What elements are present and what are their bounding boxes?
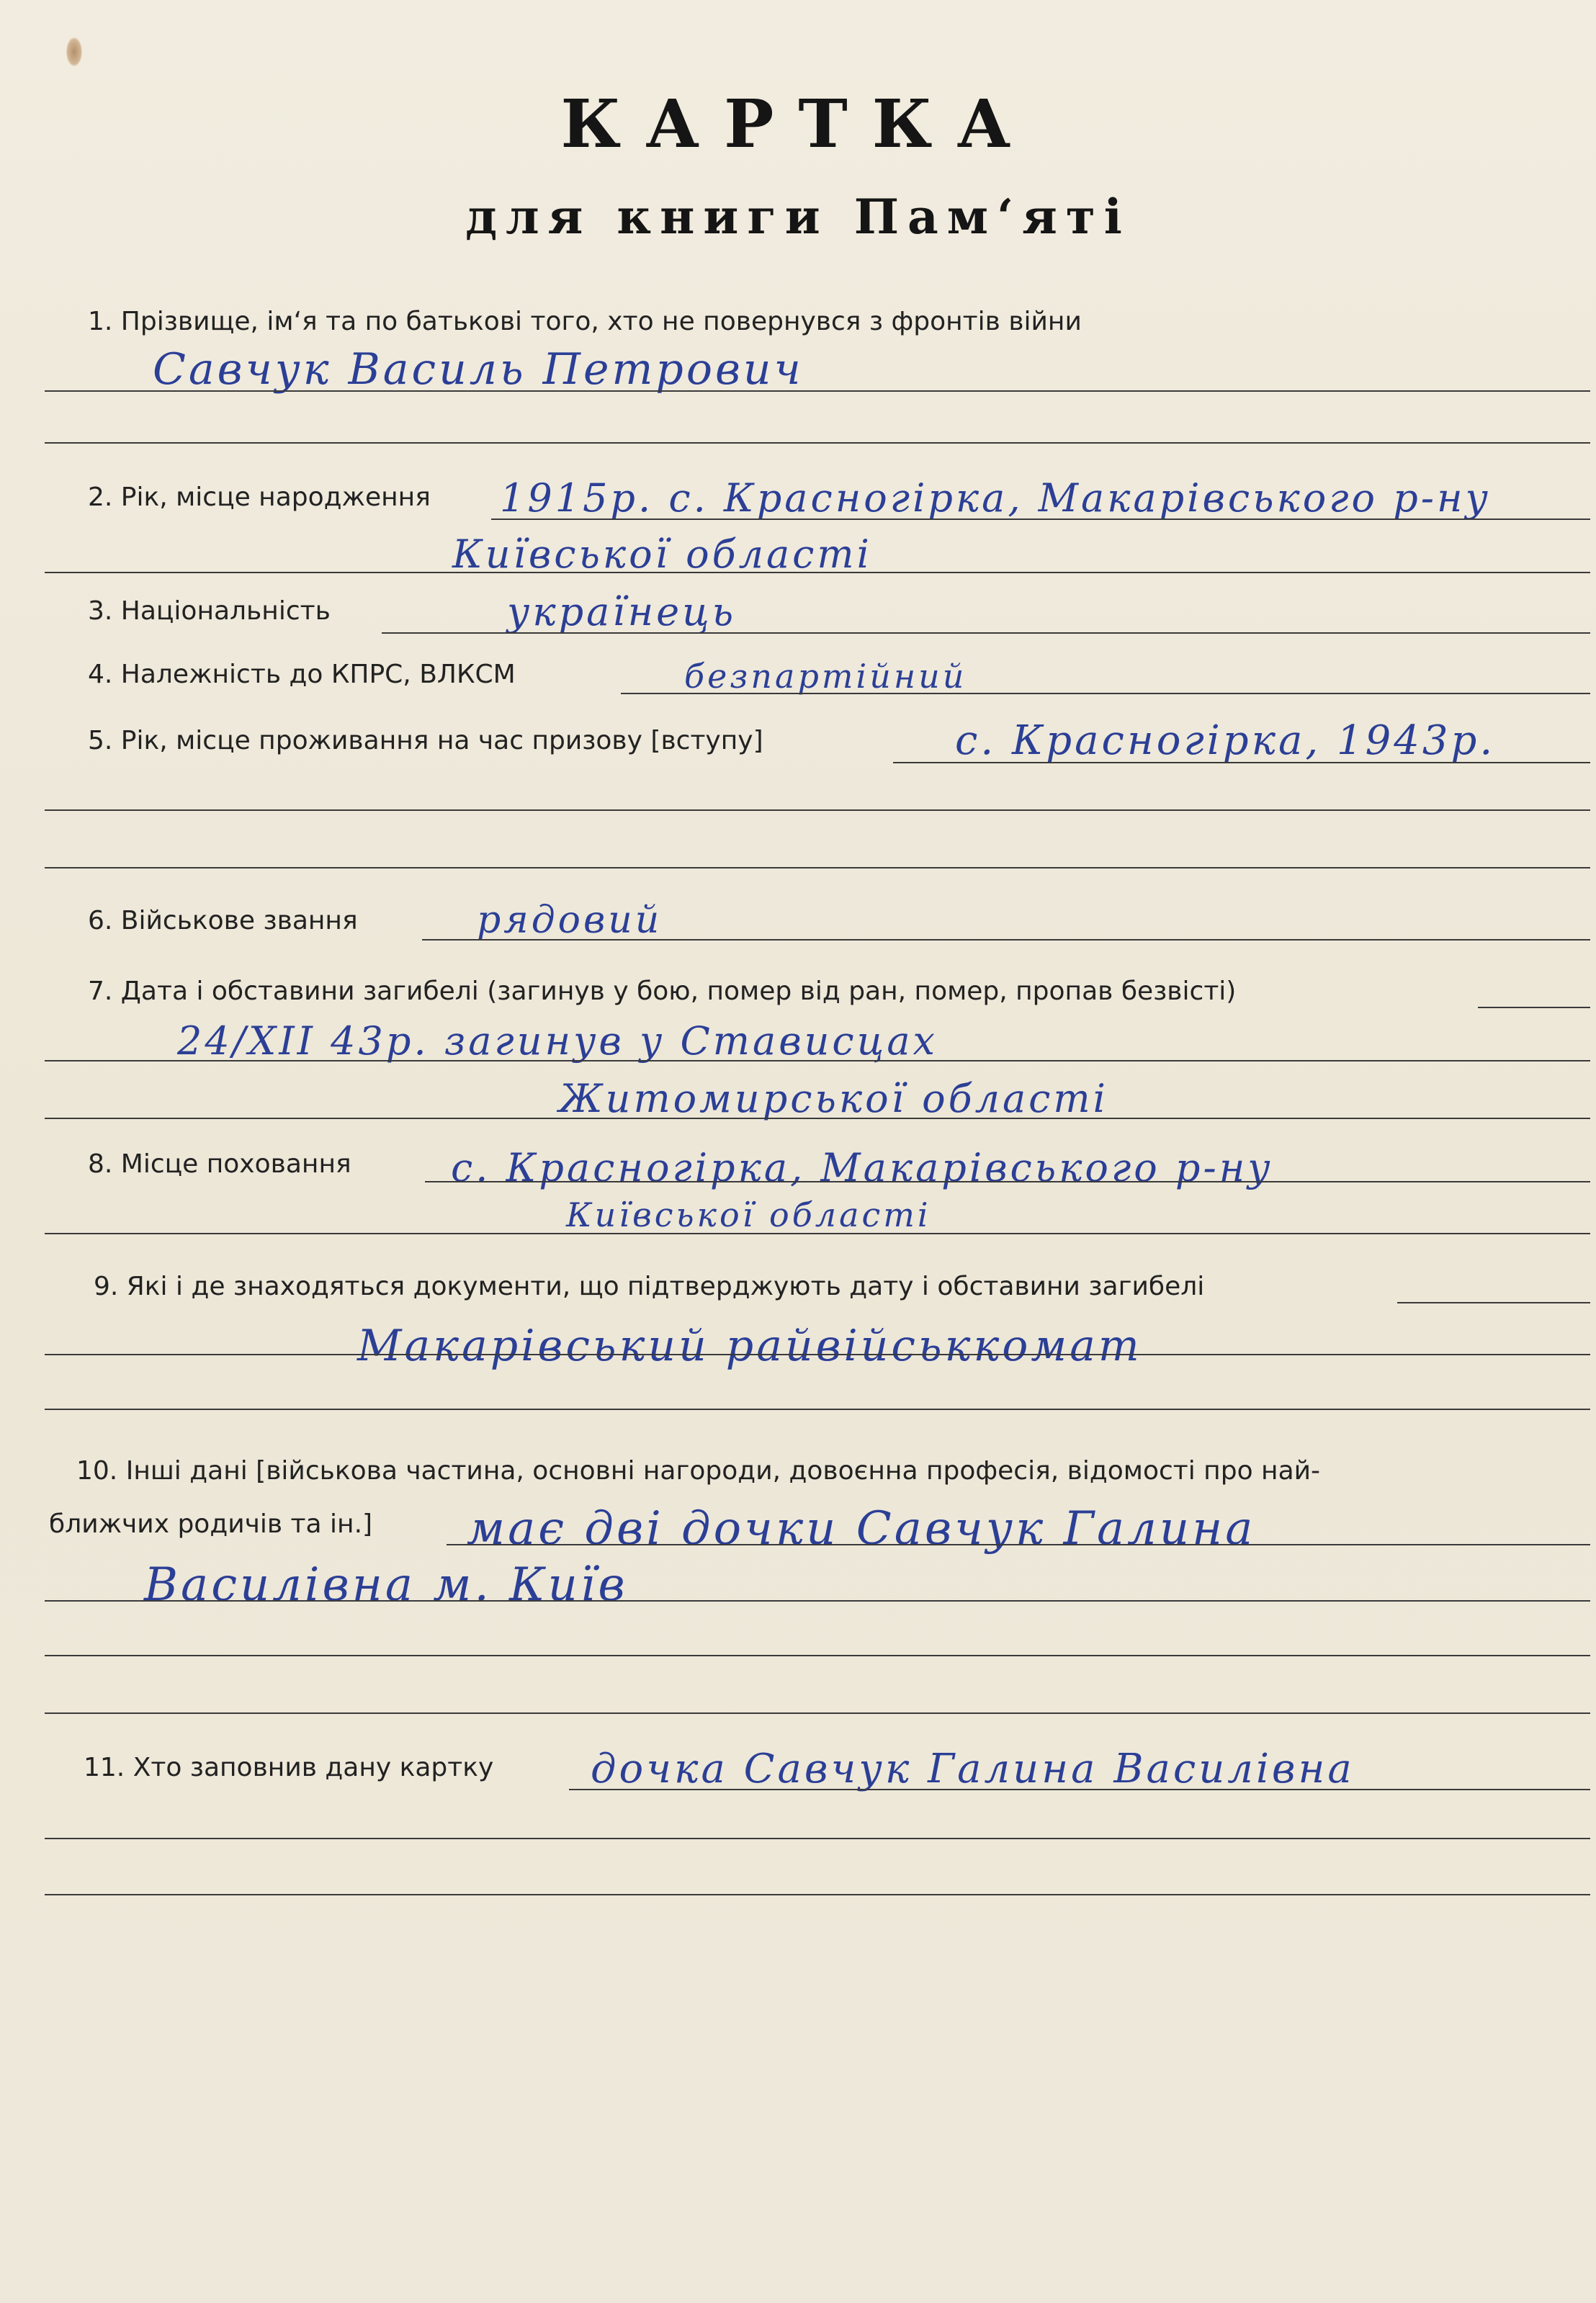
field-5-line-3	[45, 867, 1590, 868]
field-11-value: дочка Савчук Галина Василівна	[591, 1746, 1355, 1792]
field-11-line-2	[45, 1838, 1590, 1839]
field-3-line	[382, 632, 1590, 634]
field-10-line-2	[45, 1600, 1590, 1602]
field-7-line-3	[45, 1118, 1590, 1119]
field-6-label: 6. Військове звання	[88, 906, 358, 935]
field-11-line-3	[45, 1894, 1590, 1895]
field-10-line-3	[45, 1655, 1590, 1656]
field-2-value-2: Київської області	[452, 531, 872, 577]
field-7-line-2	[45, 1060, 1590, 1061]
field-1-line-1	[45, 390, 1590, 392]
field-5-value: с. Красногірка, 1943р.	[955, 717, 1496, 764]
field-9-line-1	[1397, 1302, 1590, 1303]
card-subtitle: для книги Пам‘яті	[465, 189, 1131, 245]
field-1-label: 1. Прізвище, ім‘я та по батькові того, хто не повернувся з фронтів війни	[88, 307, 1082, 336]
field-5-line-2	[45, 809, 1590, 811]
field-9-line-2	[45, 1354, 1590, 1355]
field-9-line-3	[45, 1409, 1590, 1410]
field-4-line	[621, 693, 1590, 694]
field-3-value: українець	[507, 589, 737, 634]
field-2-line-1	[491, 518, 1590, 520]
field-7-value-1: 24/XII 43р. загинув у Стависцах	[177, 1018, 938, 1064]
field-8-label: 8. Місце поховання	[88, 1149, 351, 1179]
field-3-label: 3. Національність	[88, 596, 331, 626]
field-10-line-1	[447, 1544, 1590, 1545]
field-11-line-1	[569, 1789, 1590, 1790]
field-2-value-1: 1915р. с. Красногірка, Макарівського р-ну	[500, 475, 1491, 521]
field-8-line-1	[425, 1181, 1590, 1182]
field-6-value: рядовий	[477, 899, 663, 942]
field-7-value-2: Житомирської області	[559, 1076, 1108, 1121]
field-2-label: 2. Рік, місце народження	[88, 482, 431, 512]
field-11-label: 11. Хто заповнив дану картку	[84, 1753, 494, 1782]
field-10-label-2: ближчих родичів та ін.]	[49, 1509, 373, 1539]
field-8-line-2	[45, 1233, 1590, 1234]
field-10-value-2: Василівна м. Київ	[144, 1558, 628, 1612]
field-8-value-2: Київської області	[566, 1195, 931, 1234]
field-4-value: безпартійний	[684, 657, 967, 696]
field-10-line-4	[45, 1712, 1590, 1714]
field-2-line-2	[45, 572, 1590, 573]
card-title: КАРТКА	[560, 85, 1036, 163]
field-9-label: 9. Які і де знаходяться документи, що підтверджують дату і обставини загибелі	[94, 1272, 1205, 1301]
field-10-value-1: має дві дочки Савчук Галина	[467, 1502, 1256, 1555]
field-7-label: 7. Дата і обставини загибелі (загинув у бою, помер від ран, помер, пропав безвісті)	[88, 977, 1237, 1006]
field-6-line	[422, 939, 1590, 940]
field-5-line-1	[893, 762, 1590, 763]
field-5-label: 5. Рік, місце проживання на час призову [вступу]	[88, 726, 763, 755]
field-4-label: 4. Належність до КПРС, ВЛКСМ	[88, 660, 516, 689]
field-9-value: Макарівський райвійськкомат	[357, 1321, 1142, 1371]
field-1-value: Савчук Василь Петрович	[153, 344, 804, 395]
stain-mark	[66, 37, 82, 66]
field-8-value-1: с. Красногірка, Макарівського р-ну	[451, 1145, 1273, 1190]
field-1-line-2	[45, 442, 1590, 444]
field-10-label-1: 10. Інші дані [військова частина, основні нагороди, довоєнна професія, відомості про най-	[76, 1456, 1321, 1486]
field-7-line-1	[1478, 1007, 1590, 1008]
